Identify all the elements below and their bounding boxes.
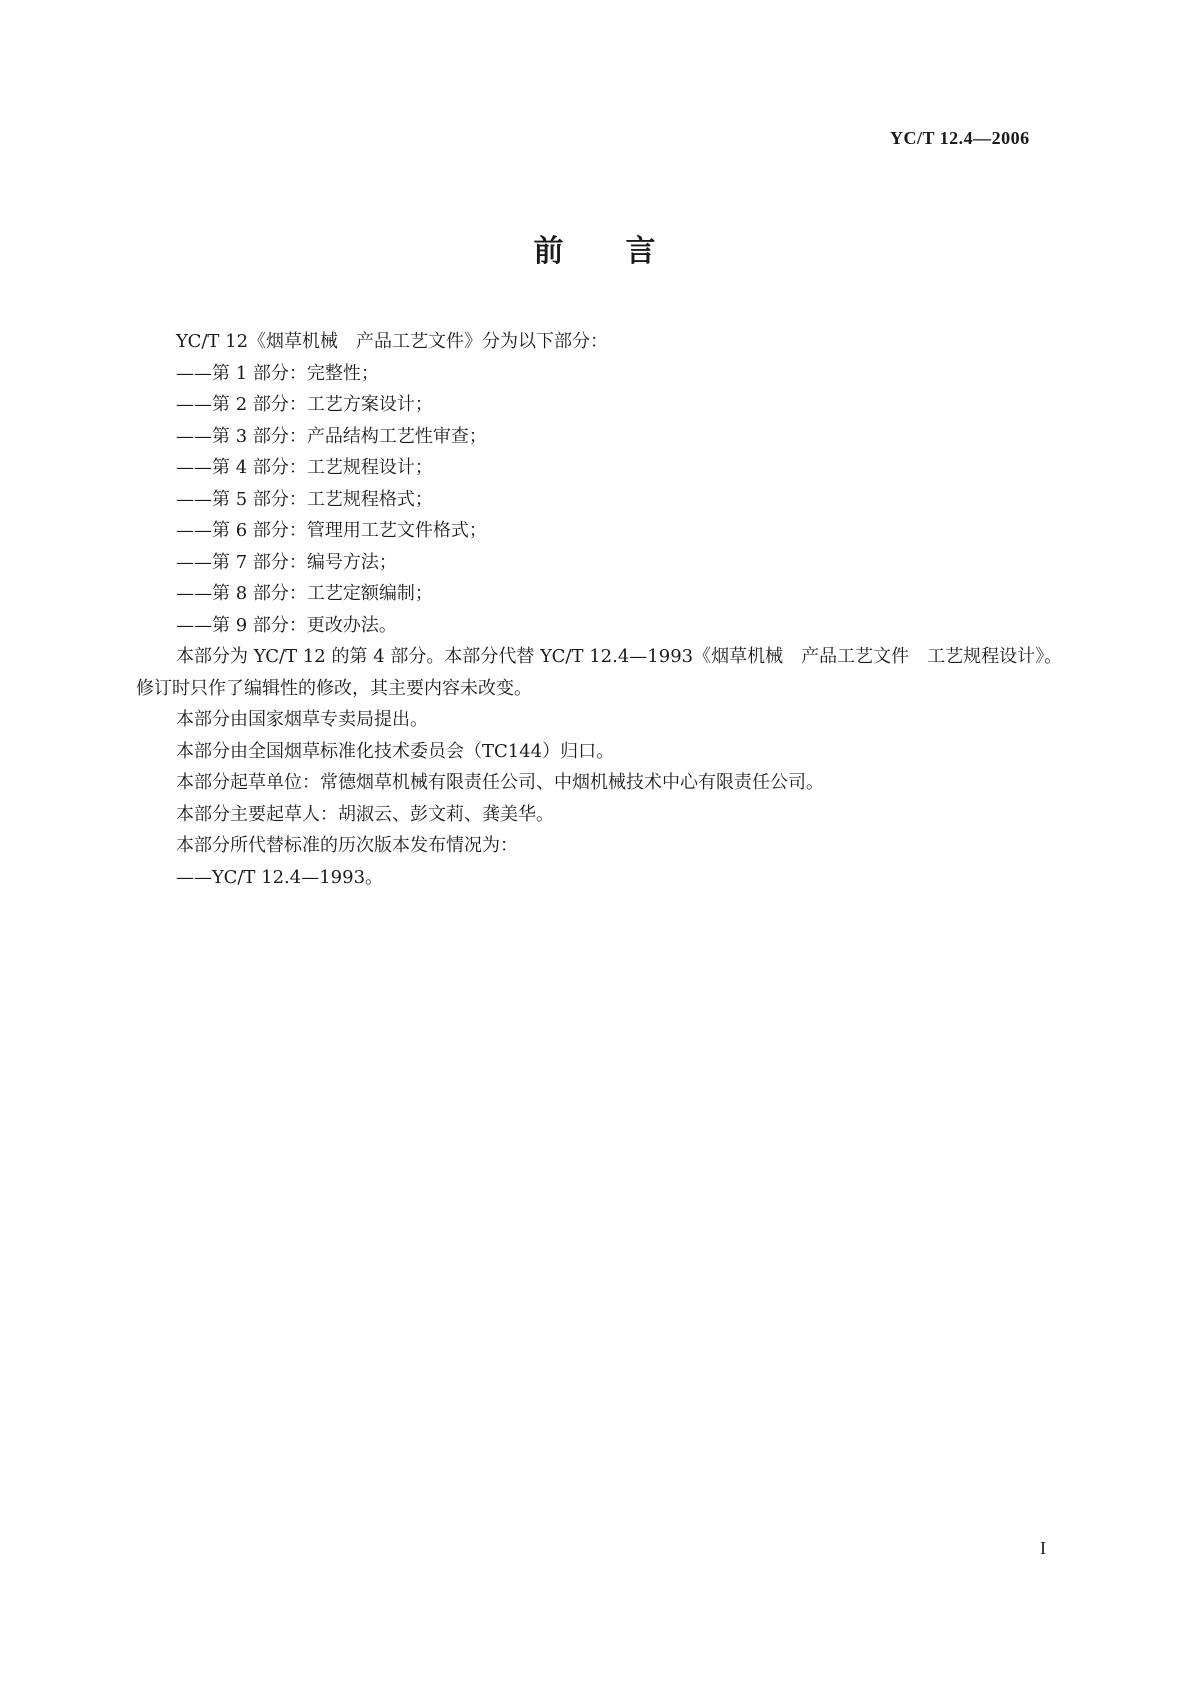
part-item: ——第 2 部分：工艺方案设计； <box>176 394 433 415</box>
part-item: ——第 9 部分：更改办法。 <box>176 614 397 636</box>
replacement-paragraph: 本部分为 YC/T 12 的第 4 部分。本部分代替 YC/T 12.4—1993《烟草机械 产品工艺文件 工艺规程设计》。修订时只作了编辑性的修改，其主要内容未改变。 <box>136 646 1063 699</box>
proposer-statement: 本部分由国家烟草专卖局提出。 <box>176 709 428 730</box>
intro-paragraph: YC/T 12《烟草机械 产品工艺文件》分为以下部分： <box>176 331 609 352</box>
drafters-statement: 本部分主要起草人：胡淑云、彭文莉、龚美华。 <box>176 803 554 825</box>
committee-statement: 本部分由全国烟草标准化技术委员会（TC144）归口。 <box>176 740 615 762</box>
previous-edition-item: ——YC/T 12.4—1993。 <box>176 866 384 888</box>
part-item: ——第 5 部分：工艺规程格式； <box>176 488 433 510</box>
title-char-left: 前 <box>533 234 566 269</box>
title-char-right: 言 <box>625 234 658 269</box>
drafting-units-statement: 本部分起草单位：常德烟草机械有限责任公司、中烟机械技术中心有限责任公司。 <box>176 772 824 793</box>
foreword-body <box>136 326 1066 893</box>
page-number: I <box>1040 1538 1046 1558</box>
part-item: ——第 6 部分：管理用工艺文件格式； <box>176 520 487 541</box>
part-item: ——第 1 部分：完整性； <box>176 362 379 384</box>
part-item: ——第 8 部分：工艺定额编制； <box>176 583 433 604</box>
page-title <box>0 226 1191 270</box>
editions-statement: 本部分所代替标准的历次版本发布情况为： <box>176 835 518 856</box>
standard-code: YC/T 12.4—2006 <box>890 128 1030 148</box>
part-item: ——第 4 部分：工艺规程设计； <box>176 457 433 478</box>
part-item: ——第 7 部分：编号方法； <box>176 551 397 573</box>
part-item: ——第 3 部分：产品结构工艺性审查； <box>176 425 487 447</box>
